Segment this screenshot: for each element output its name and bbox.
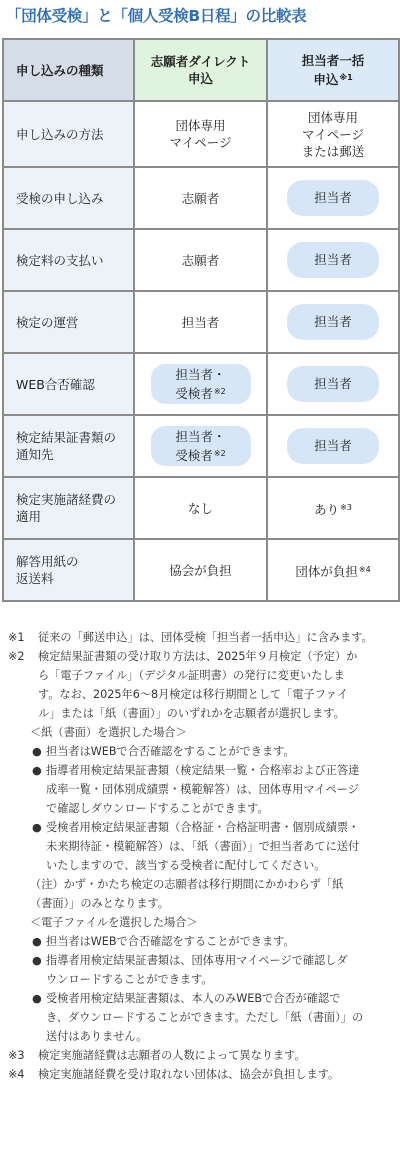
value-pill: 担当者・ 受検者$^{※2}$: [151, 364, 251, 404]
row-label: 解答用紙の 返送料: [3, 539, 134, 601]
digital-heading: ＜電子ファイルを選択した場合＞: [30, 916, 198, 929]
row-label: 申し込みの方法: [3, 101, 134, 167]
note-ref: ※3: [340, 502, 352, 512]
direct-application-cell: 志願者: [134, 167, 267, 229]
table-row: [3, 167, 399, 229]
table-row: [3, 291, 399, 353]
direct-application-cell: [134, 353, 267, 415]
note-2-details: [8, 723, 396, 1046]
footnotes: [8, 628, 396, 1084]
paper-heading: ＜紙（書面）を選択した場合＞: [30, 726, 187, 739]
bulk-application-cell: あり$^{※3}$: [267, 477, 399, 539]
value-pill: 担当者: [287, 428, 379, 464]
bullet-item: ● 担当者はWEBで合否確認をすることができます。: [8, 932, 396, 951]
note-ref: ※1: [339, 73, 353, 82]
note-ref: ※2: [213, 387, 226, 396]
value-pill: 担当者: [287, 242, 379, 278]
table-row: [3, 539, 399, 601]
bulk-application-cell: [267, 167, 399, 229]
bullet-icon: ●: [32, 935, 42, 948]
bullet-item: ● 担当者はWEBで合否確認をすることができます。: [8, 742, 396, 761]
note-3: ※3 検定実施諸経費は志願者の人数によって異なります。: [8, 1049, 306, 1062]
direct-application-cell: 団体専用 マイページ: [134, 101, 267, 167]
bulk-application-cell: [267, 291, 399, 353]
value-pill: 担当者: [287, 304, 379, 340]
bullet-icon: ●: [32, 745, 42, 758]
direct-application-cell: 志願者: [134, 229, 267, 291]
bullet-item: ● 指導者用検定結果証書類は、団体専用マイページで確認しダ ウンロードすることができます。: [8, 951, 396, 989]
value-pill: 担当者: [287, 366, 379, 402]
bulk-application-cell: 団体が負担$^{※4}$: [267, 539, 399, 601]
bulk-application-cell: 団体専用 マイページ または郵送: [267, 101, 399, 167]
row-label: 検定料の支払い: [3, 229, 134, 291]
note-4: ※4 検定実施諸経費を受け取れない団体は、協会が負担します。: [8, 1068, 340, 1081]
table-row: [3, 415, 399, 477]
caution-line: （注）かず・かたち検定の志願者は移行期間にかかわらず「紙: [30, 878, 344, 891]
caution-line: （書面）」のみとなります。: [30, 897, 169, 910]
bullet-item: ● 受検者用検定結果証書類（合格証・合格証明書・個別成績票・ 未来期待証・模範解答）は、「紙（書面）」で担当者あてに送付 いたしますので、該当する受検者に配付してください。: [8, 818, 396, 875]
bullet-icon: ●: [32, 954, 42, 967]
row-label: 検定結果証書類の 通知先: [3, 415, 134, 477]
bullet-icon: ●: [32, 821, 42, 834]
row-label: 受検の申し込み: [3, 167, 134, 229]
note-2: ※2 検定結果証書類の受け取り方法は、2025年９月検定（予定）か ら「電子ファイル」（デジタル証明書）の発行に変更いたしま す。なお、2025年6～8月検定は移行期間として「電子ファイ ル」または「紙（書面）」のいずれかを志願者が選択します。: [8, 650, 358, 720]
direct-application-cell: [134, 415, 267, 477]
table-header-row: [3, 39, 399, 101]
bulk-application-cell: [267, 229, 399, 291]
value-pill: 担当者・ 受検者$^{※2}$: [151, 426, 251, 466]
bullet-icon: ●: [32, 992, 42, 1005]
header-bulk-application: 担当者一括 申込$^{※1}$: [267, 39, 399, 101]
bullet-item: ● 受検者用検定結果証書類は、本人のみWEBで合否が確認で き、ダウンロードすることができます。ただし「紙（書面）」の 送付はありません。: [8, 989, 396, 1046]
bulk-application-cell: [267, 353, 399, 415]
bullet-icon: ●: [32, 764, 42, 777]
note-ref: ※2: [213, 449, 226, 458]
table-row: [3, 353, 399, 415]
comparison-table: [2, 38, 400, 602]
table-row: [3, 477, 399, 539]
bulk-application-cell: [267, 415, 399, 477]
table-row: [3, 229, 399, 291]
table-row: [3, 101, 399, 167]
note-1: ※1 従来の「郵送申込」は、団体受検「担当者一括申込」に含みます。: [8, 631, 373, 644]
page-title: 「団体受検」と「個人受検B日程」の比較表: [6, 7, 307, 25]
direct-application-cell: 担当者: [134, 291, 267, 353]
note-ref: ※4: [358, 564, 371, 574]
value-pill: 担当者: [287, 180, 379, 216]
bullet-item: ● 指導者用検定結果証書類（検定結果一覧・合格率および正答達 成率一覧・団体別成績票・模範解答）は、団体専用マイページ で確認しダウンロードすることができます。: [8, 761, 396, 818]
direct-application-cell: 協会が負担: [134, 539, 267, 601]
header-direct-application: 志願者ダイレクト 申込: [134, 39, 267, 101]
header-row-label: 申し込みの種類: [3, 39, 134, 101]
row-label: 検定の運営: [3, 291, 134, 353]
row-label: WEB合否確認: [3, 353, 134, 415]
row-label: 検定実施諸経費の 適用: [3, 477, 134, 539]
direct-application-cell: なし: [134, 477, 267, 539]
